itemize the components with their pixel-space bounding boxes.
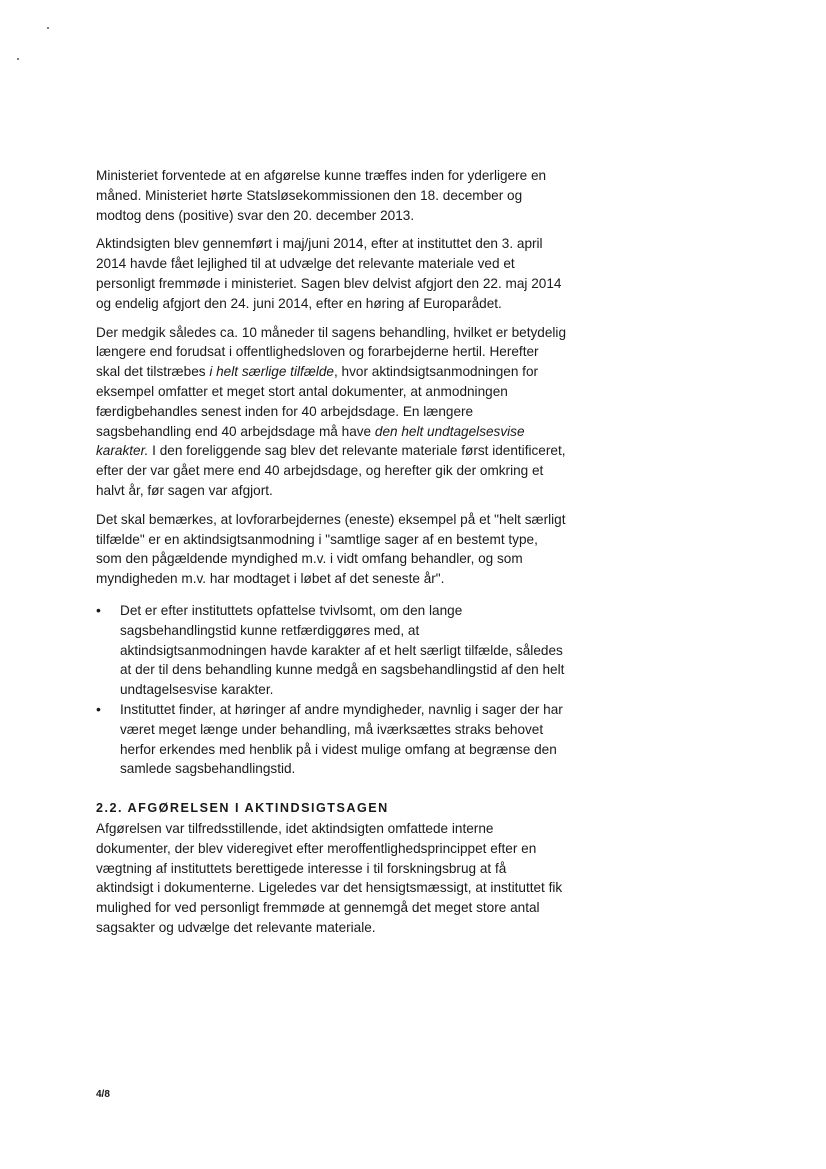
paragraph-legislative-example: Det skal bemærkes, at lovforarbejdernes (eneste) eksempel på et "helt særligt tilfælde" er en aktindsigtsanmodning i "samtlige sager af en bestemt type, som den pågældende myndighed m.v. i vidt omfang behandler, og som myndigheden m.v. har modtaget i løbet af det seneste år". (96, 511, 566, 587)
text-segment: Der medgik således ca. 10 måneder til sagens behandling, hvilket er betydelig længere end forudsat i offentlighedsloven og forarbejderne hertil. Herefter skal det tilstræbes (96, 324, 567, 380)
scan-speck (47, 27, 49, 29)
scan-speck (17, 58, 19, 60)
section-heading: 2.2. AFGØRELSEN I AKTINDSIGTSAGEN (96, 801, 389, 816)
emphasis-exceptional-character: den helt undtagelsesvise karakter. (96, 423, 525, 459)
bullet-item-hearings: • Instituttet finder, at høringer af andre myndigheder, navnlig i sager der har været meget længe under behandling, må iværksættes straks behovet herfor erkendes med henblik på i videst mulige omfang at begrænse den samlede sagsbehandlingstid. (96, 700, 566, 779)
paragraph-decision: Afgørelsen var tilfredsstillende, idet aktindsigten omfattede interne dokumenter, der blev videregivet efter meroffentlighedsprincippet efter en vægtning af instituttets berettigede interesse i til forskningsbrug at få aktindsigt i dokumenterne. Ligeledes var det hensigtsmæssigt, at instituttet fik mulighed for ved personligt fremmøde at gennemgå det meget store antal sagsakter og udvælge det relevante materiale. (96, 820, 563, 935)
paragraph-processing-time (96, 323, 566, 501)
paragraph-ministry-expectation: Ministeriet forventede at en afgørelse kunne træffes inden for yderligere en måned. Ministeriet hørte Statsløsekommissionen den 18. december og modtog dens (positive) svar den 20. december 2013. (96, 168, 547, 223)
document-body (96, 166, 566, 938)
text-segment: I den foreliggende sag blev det relevante materiale først identificeret, efter der var gået mere end 40 arbejdsdage, og herefter gik der omkring et halvt år, før sagen var afgjort. (96, 443, 566, 498)
bullet-list (96, 601, 566, 779)
emphasis-special-cases: i helt særlige tilfælde (209, 364, 334, 380)
bullet-item-doubtful: • Det er efter instituttets opfattelse tvivlsomt, om den lange sagsbehandlingstid kunne retfærdiggøres med, at aktindsigtsanmodningen havde karakter af et helt særligt tilfælde, således at der til dens behandling kunne medgå en sagsbehandlingstid af den helt undtagelsesvise karakter. (96, 601, 566, 700)
text-segment: , hvor aktindsigtsanmodningen for eksempel omfatter et meget stort antal dokumenter, at anmodningen færdigbehandles senest inden for 40 arbejdsdage. En længere sagsbehandling end 40 arbejdsdage må have (96, 364, 539, 439)
paragraph-access-completed: Aktindsigten blev gennemført i maj/juni 2014, efter at instituttet den 3. april 2014 havde fået lejlighed til at udvælge det relevante materiale ved et personligt fremmøde i ministeriet. Sagen blev delvist afgjort den 22. maj 2014 og endelig afgjort den 24. juni 2014, efter en høring af Europarådet. (96, 236, 562, 311)
page-number: 4/8 (96, 1089, 110, 1100)
